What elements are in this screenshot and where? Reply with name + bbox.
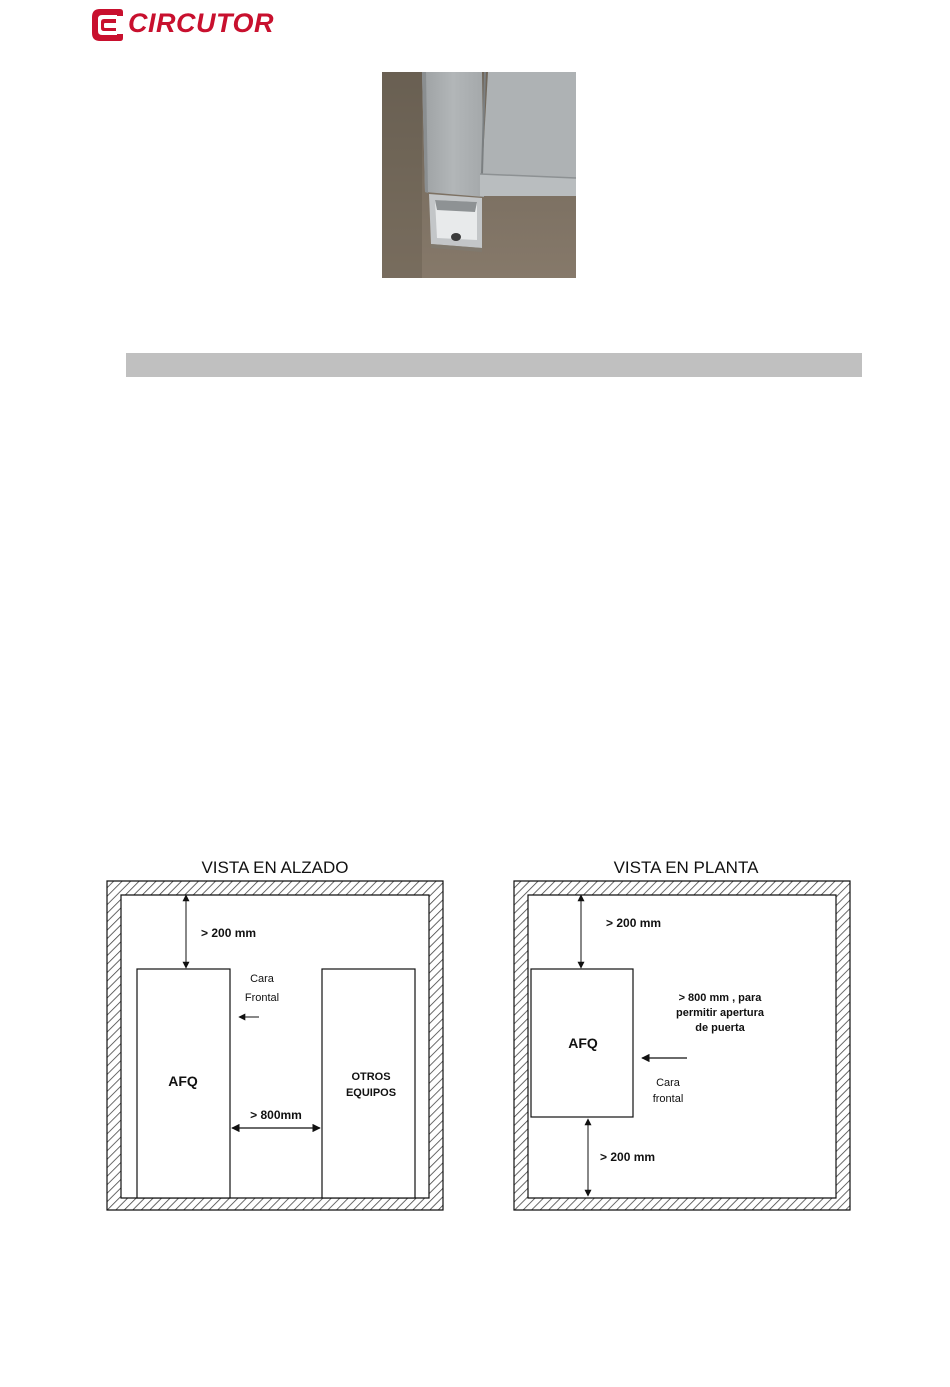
elevation-other-equipment (322, 969, 415, 1198)
elevation-view (107, 858, 443, 1210)
elevation-other-label-2: EQUIPOS (345, 1087, 397, 1099)
elevation-title: VISTA EN ALZADO (201, 858, 349, 877)
plan-top-clearance-label: > 200 mm (606, 916, 662, 930)
elevation-front-face-label-1: Cara (250, 973, 274, 985)
elevation-afq-label: AFQ (168, 1073, 198, 1089)
cabinet-base-photo (382, 72, 576, 278)
plan-door-label-1: > 800 mm , para (678, 992, 762, 1004)
elevation-gap-label: > 800mm (250, 1108, 302, 1122)
circutor-logo (90, 6, 290, 46)
elevation-front-face-label-2: Frontal (244, 992, 280, 1004)
plan-afq-label: AFQ (568, 1035, 598, 1051)
plan-bottom-clearance-label: > 200 mm (600, 1150, 656, 1164)
elevation-other-label-1: OTROS (351, 1071, 391, 1083)
clearance-diagrams (0, 850, 950, 1220)
plan-door-label-2: permitir apertura (675, 1007, 765, 1019)
plan-door-label-3: de puerta (695, 1022, 745, 1034)
plan-front-face-label-2: frontal (652, 1093, 684, 1105)
plan-front-face-label-1: Cara (656, 1077, 680, 1089)
plan-title: VISTA EN PLANTA (613, 858, 759, 877)
brand-name: CIRCUTOR (128, 8, 275, 38)
circutor-logo-icon (90, 6, 126, 44)
elevation-top-clearance-label: > 200 mm (201, 926, 257, 940)
section-header-bar (126, 353, 862, 377)
plan-view (514, 858, 850, 1210)
